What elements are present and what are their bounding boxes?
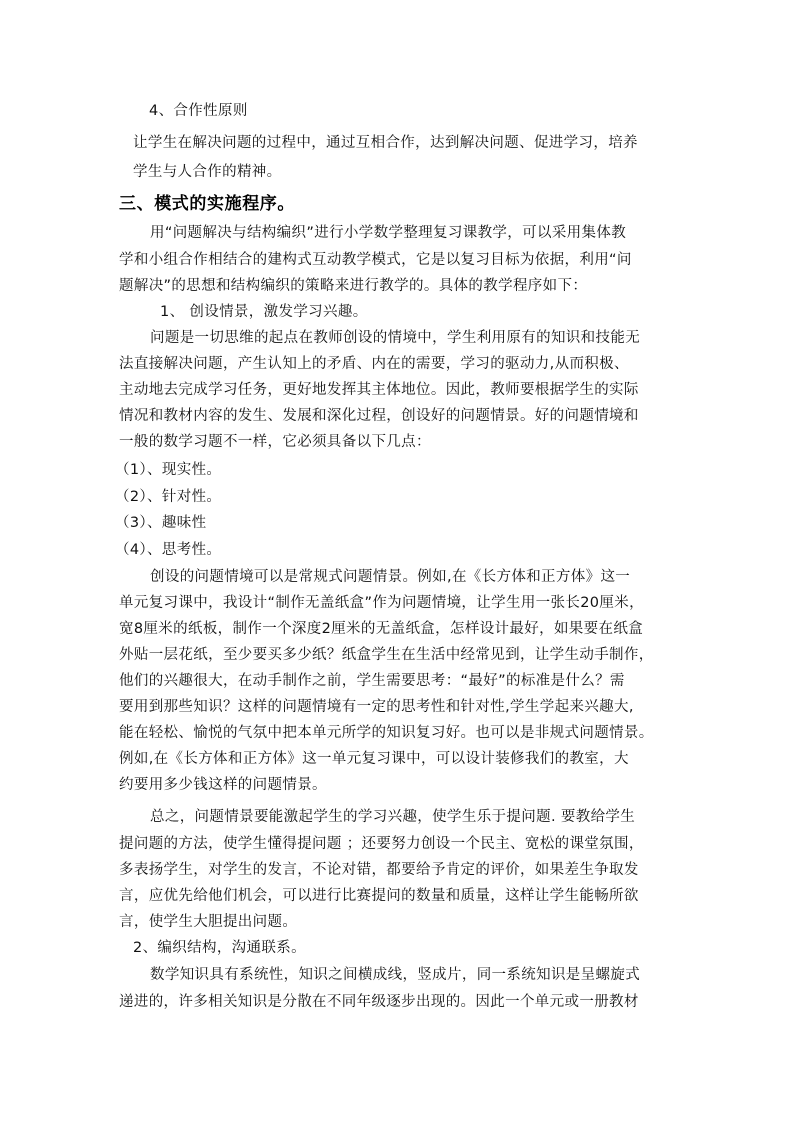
step-1-para-1-line-2: 法直接解决问题，产生认知上的矛盾、内在的需要，学习的驱动力,从而积极、: [119, 356, 629, 372]
criterion-1: （1）、现实性。: [115, 462, 222, 478]
section-4-body-line-2: 学生与人合作的精神。: [133, 164, 282, 180]
step-1-para-1-line-3: 主动地去完成学习任务，更好地发挥其主体地位。因此，教师要根据学生的实际: [119, 382, 639, 398]
step-1-para-1-line-4: 情况和教材内容的发生、发展和深化过程，创设好的问题情景。好的问题情境和: [119, 408, 639, 424]
criterion-4: （4）、思考性。: [115, 542, 222, 558]
criterion-2: （2）、针对性。: [115, 489, 222, 505]
step-1-para-3-line-1: 总之，问题情景要能激起学生的学习兴趣，使学生乐于提问题. 要教给学生: [150, 809, 636, 825]
step-1-para-2-line-9: 约要用多少钱这样的问题情景。: [119, 777, 327, 793]
step-1-para-2-line-8: 例如,在《长方体和正方体》这一单元复习课中，可以设计装修我们的教室，大: [119, 751, 629, 767]
intro-line-1: 用“问题解决与结构编织”进行小学数学整理复习课教学，可以采用集体教: [150, 225, 627, 241]
section-3-heading: 三、模式的实施程序。: [119, 194, 295, 214]
step-1-para-2-line-4: 外贴一层花纸，至少要买多少纸？纸盒学生在生活中经常见到，让学生动手制作，: [119, 647, 654, 663]
step-1-para-2-line-5: 他们的兴趣很大，在动手制作之前，学生需要思考：“最好”的标准是什么？需: [119, 673, 625, 689]
step-1-para-3-line-2: 提问题的方法，使学生懂得提问题 ；还要努力创设一个民主、宽松的课堂氛围，: [119, 836, 644, 852]
section-4-body-line-1: 让学生在解决问题的过程中，通过互相合作，达到解决问题、促进学习，培养: [133, 135, 638, 151]
step-2-para-1-line-2: 递进的，许多相关知识是分散在不同年级逐步出现的。因此一个单元或一册教材: [119, 994, 639, 1010]
step-1-para-2-line-7: 能在轻松、愉悦的气氛中把本单元所学的知识复习好。也可以是非规式问题情景。: [119, 725, 654, 741]
step-1-para-2-line-1: 创设的问题情境可以是常规式问题情景。例如,在《长方体和正方体》这一: [150, 569, 631, 585]
step-1-para-3-line-3: 多表扬学生，对学生的发言，不论对错，都要给予肯定的评价，如果差生争取发: [119, 862, 639, 878]
intro-line-2: 学和小组合作相结合的建构式互动教学模式，它是以复习目标为依据，利用“问: [119, 252, 632, 268]
step-1-para-2-line-3: 宽8厘米的纸板，制作一个深度2厘米的无盖纸盒，怎样设计最好，如果要在纸盒: [119, 621, 644, 637]
step-1-title: 1、 创设情景，激发学习兴趣。: [160, 304, 368, 320]
step-1-para-3-line-5: 言，使学生大胆提出问题。: [119, 914, 298, 930]
criterion-3: （3）、趣味性: [115, 515, 207, 531]
step-2-para-1-line-1: 数学知识具有系统性，知识之间横成线，竖成片，同一系统知识是呈螺旋式: [150, 967, 641, 983]
intro-line-3: 题解决”的思想和结构编织的策略来进行教学的。具体的教学程序如下：: [119, 278, 588, 294]
step-1-para-2-line-2: 单元复习课中，我设计“制作无盖纸盒”作为问题情境，让学生用一张长20厘米，: [119, 595, 644, 611]
section-4-title: 4、合作性原则: [149, 103, 248, 119]
step-1-para-3-line-4: 言，应优先给他们机会，可以进行比赛提问的数量和质量，这样让学生能畅所欲: [119, 888, 639, 904]
step-2-title: 2、编织结构，沟通联系。: [133, 940, 306, 956]
step-1-para-1-line-5: 一般的数学习题不一样，它必须具备以下几点：: [119, 434, 431, 450]
step-1-para-2-line-6: 要用到那些知识？这样的问题情境有一定的思考性和针对性,学生学起来兴趣大,: [119, 699, 634, 715]
step-1-para-1-line-1: 问题是一切思维的起点在教师创设的情境中，学生利用原有的知识和技能无: [150, 330, 641, 346]
